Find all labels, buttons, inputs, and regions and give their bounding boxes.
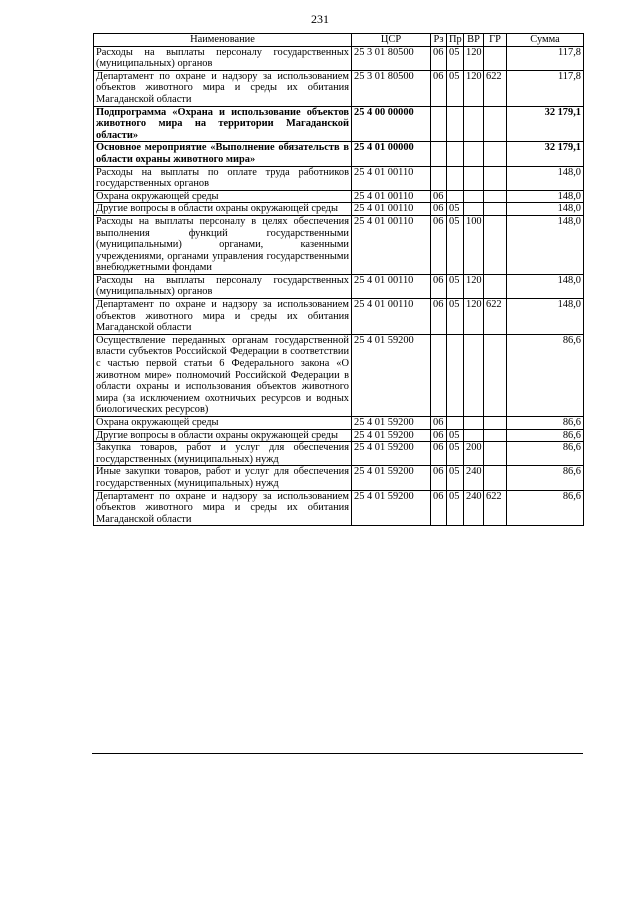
cell-gr [484,274,507,298]
cell-name: Закупка товаров, работ и услуг для обеспечения государственных (муниципальных) нужд [94,442,352,466]
table-row [94,46,584,70]
cell-csr: 25 4 01 00000 [352,142,431,166]
cell-csr: 25 4 01 00110 [352,299,431,335]
table-row [94,490,584,526]
table-body [94,46,584,526]
cell-csr: 25 4 01 59200 [352,466,431,490]
cell-sum: 86,6 [507,429,584,442]
footer-rule [92,753,583,754]
cell-vr: 120 [464,274,484,298]
table-row [94,429,584,442]
column-header-name: Наименование [94,34,352,47]
cell-sum: 32 179,1 [507,106,584,142]
cell-vr [464,166,484,190]
cell-sum: 148,0 [507,299,584,335]
cell-name: Департамент по охране и надзору за использованием объектов животного мира и среды их обитания Магаданской области [94,70,352,106]
cell-sum: 117,8 [507,46,584,70]
cell-csr: 25 4 01 00110 [352,166,431,190]
table-row [94,166,584,190]
cell-pr [447,142,464,166]
cell-csr: 25 4 01 00110 [352,203,431,216]
table-row [94,142,584,166]
table-row [94,466,584,490]
cell-vr: 120 [464,299,484,335]
cell-rz [431,166,447,190]
cell-vr: 100 [464,215,484,274]
cell-gr [484,190,507,203]
cell-sum: 148,0 [507,190,584,203]
cell-vr [464,106,484,142]
cell-pr [447,417,464,430]
cell-pr [447,334,464,416]
cell-rz [431,142,447,166]
cell-pr: 05 [447,203,464,216]
column-header-gr: ГР [484,34,507,47]
cell-rz: 06 [431,466,447,490]
cell-gr [484,466,507,490]
cell-csr: 25 4 01 59200 [352,429,431,442]
cell-vr: 120 [464,46,484,70]
cell-vr: 200 [464,442,484,466]
cell-vr [464,417,484,430]
cell-csr: 25 4 00 00000 [352,106,431,142]
table-row [94,190,584,203]
cell-csr: 25 4 01 59200 [352,334,431,416]
table-row [94,106,584,142]
cell-gr [484,142,507,166]
cell-pr [447,106,464,142]
cell-csr: 25 3 01 80500 [352,70,431,106]
cell-name: Осуществление переданных органам государственной власти субъектов Российской Федерации в соответствии с частью первой статьи 6 Федерального закона «О животном мире» полномочий Российской Федерации в области охраны и использования объектов животного мира (за исключением охотничьих ресурсов и водных биологических ресурсов) [94,334,352,416]
table-row [94,334,584,416]
cell-gr [484,46,507,70]
cell-name: Основное мероприятие «Выполнение обязательств в области охраны животного мира» [94,142,352,166]
cell-sum: 86,6 [507,334,584,416]
cell-name: Расходы на выплаты персоналу государственных (муниципальных) органов [94,46,352,70]
table-row [94,215,584,274]
cell-gr [484,334,507,416]
cell-vr [464,190,484,203]
cell-gr [484,166,507,190]
cell-name: Подпрограмма «Охрана и использование объектов животного мира на территории Магаданской области» [94,106,352,142]
cell-rz [431,334,447,416]
cell-sum: 32 179,1 [507,142,584,166]
cell-name: Расходы на выплаты персоналу в целях обеспечения выполнения функций государственными (муниципальными) органами, казенными учреждениями, органами управления государственными внебюджетными фондами [94,215,352,274]
cell-vr [464,429,484,442]
cell-vr [464,203,484,216]
cell-name: Расходы на выплаты по оплате труда работников государственных органов [94,166,352,190]
cell-name: Другие вопросы в области охраны окружающей среды [94,429,352,442]
column-header-sum: Сумма [507,34,584,47]
cell-vr: 240 [464,490,484,526]
column-header-rz: Рз [431,34,447,47]
cell-sum: 86,6 [507,490,584,526]
cell-gr: 622 [484,490,507,526]
cell-rz: 06 [431,490,447,526]
table-row [94,442,584,466]
cell-csr: 25 4 01 59200 [352,442,431,466]
table-row [94,274,584,298]
cell-csr: 25 4 01 00110 [352,190,431,203]
cell-sum: 148,0 [507,215,584,274]
cell-rz: 06 [431,190,447,203]
cell-pr: 05 [447,46,464,70]
cell-vr: 240 [464,466,484,490]
table-row [94,417,584,430]
cell-name: Расходы на выплаты персоналу государственных (муниципальных) органов [94,274,352,298]
cell-pr: 05 [447,215,464,274]
cell-pr: 05 [447,299,464,335]
table-header-row [94,34,584,47]
table-row [94,299,584,335]
cell-sum: 86,6 [507,442,584,466]
budget-table [93,33,584,526]
column-header-vr: ВР [464,34,484,47]
cell-vr [464,142,484,166]
cell-name: Иные закупки товаров, работ и услуг для обеспечения государственных (муниципальных) нужд [94,466,352,490]
table-row [94,203,584,216]
cell-name: Другие вопросы в области охраны окружающей среды [94,203,352,216]
cell-sum: 86,6 [507,466,584,490]
cell-rz [431,106,447,142]
cell-gr: 622 [484,70,507,106]
cell-gr [484,215,507,274]
cell-rz: 06 [431,215,447,274]
cell-pr: 05 [447,442,464,466]
cell-pr: 05 [447,490,464,526]
cell-pr [447,190,464,203]
cell-csr: 25 4 01 00110 [352,215,431,274]
cell-gr [484,429,507,442]
cell-csr: 25 4 01 00110 [352,274,431,298]
cell-sum: 117,8 [507,70,584,106]
cell-rz: 06 [431,417,447,430]
page-number: 231 [311,12,329,26]
cell-rz: 06 [431,299,447,335]
cell-rz: 06 [431,70,447,106]
cell-rz: 06 [431,203,447,216]
cell-name: Департамент по охране и надзору за использованием объектов животного мира и среды их обитания Магаданской области [94,490,352,526]
cell-gr [484,442,507,466]
cell-pr: 05 [447,429,464,442]
cell-gr [484,106,507,142]
cell-sum: 86,6 [507,417,584,430]
cell-csr: 25 4 01 59200 [352,417,431,430]
cell-rz: 06 [431,46,447,70]
cell-rz: 06 [431,274,447,298]
cell-pr [447,166,464,190]
cell-gr: 622 [484,299,507,335]
cell-rz: 06 [431,429,447,442]
cell-pr: 05 [447,466,464,490]
cell-csr: 25 3 01 80500 [352,46,431,70]
cell-pr: 05 [447,70,464,106]
cell-sum: 148,0 [507,166,584,190]
cell-vr [464,334,484,416]
cell-sum: 148,0 [507,274,584,298]
column-header-csr: ЦСР [352,34,431,47]
cell-pr: 05 [447,274,464,298]
cell-rz: 06 [431,442,447,466]
cell-gr [484,417,507,430]
table-row [94,70,584,106]
cell-gr [484,203,507,216]
cell-vr: 120 [464,70,484,106]
cell-sum: 148,0 [507,203,584,216]
cell-name: Охрана окружающей среды [94,190,352,203]
cell-csr: 25 4 01 59200 [352,490,431,526]
cell-name: Охрана окружающей среды [94,417,352,430]
cell-name: Департамент по охране и надзору за использованием объектов животного мира и среды их обитания Магаданской области [94,299,352,335]
column-header-pr: Пр [447,34,464,47]
